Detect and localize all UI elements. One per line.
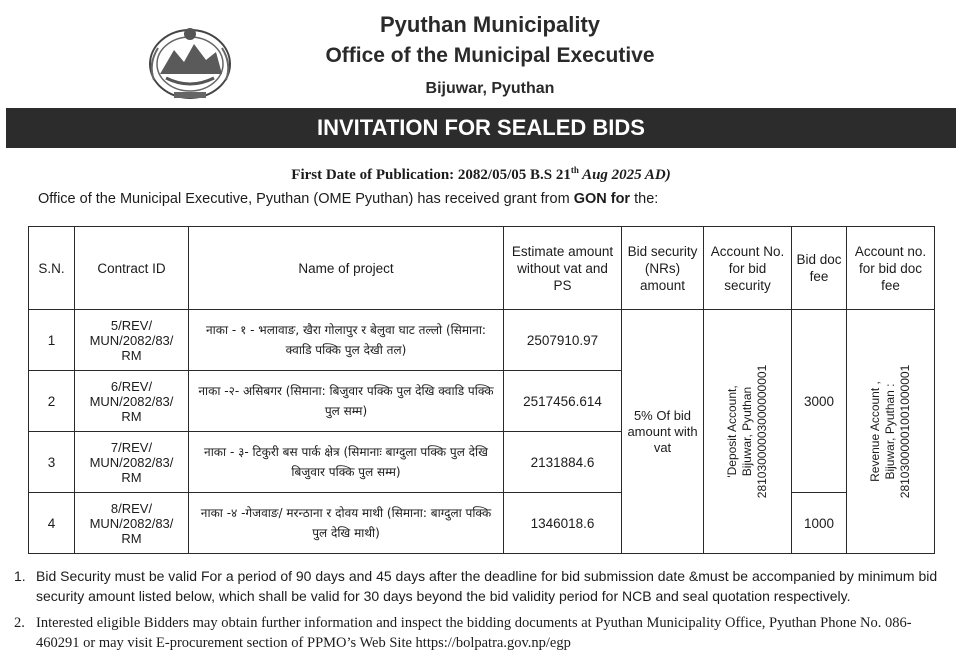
col-project: Name of project <box>189 227 504 310</box>
table-row <box>29 493 935 554</box>
row-sn: 2 <box>29 371 75 432</box>
security-amount: 5% Of bid amount with vat <box>622 310 704 554</box>
row-estimate: 2507910.97 <box>504 310 622 371</box>
municipality-emblem <box>144 20 236 104</box>
note-text: Bid Security must be valid For a period of 90 days and 45 days after the deadline for bid submission date &must be accompanied by minimum bid security amount listed below, which shall be valid for 30 days beyond the bid validity period for NCB and seal quotation respectively. <box>36 568 938 604</box>
row-estimate: 2517456.614 <box>504 371 622 432</box>
row-project: नाका - ३- टिकुरी बस पार्क क्षेत्र (सिमानाः बाग्दुला पक्कि पुल देखि बिजुवार पक्कि पुल सम्म) <box>189 432 504 493</box>
row-sn: 1 <box>29 310 75 371</box>
row-sn: 3 <box>29 432 75 493</box>
note-1 <box>14 566 952 606</box>
notice-banner: INVITATION FOR SEALED BIDS <box>6 108 956 148</box>
note-number: 2. <box>14 615 25 631</box>
col-account-fee: Account no. for bid doc fee <box>847 227 935 310</box>
table-row <box>29 310 935 371</box>
account-fee: Revenue Account , Bijuwar, Pyuthan : 28103000001001000001 <box>847 310 935 554</box>
header-subtitle: Office of the Municipal Executive <box>325 44 655 67</box>
header-title: Pyuthan Municipality <box>379 12 601 37</box>
col-account-security: Account No. for bid security <box>704 227 792 310</box>
col-doc-fee: Bid doc fee <box>792 227 847 310</box>
doc-fee-2: 1000 <box>792 493 847 554</box>
row-project: नाका -४ -गेजवाङ/ मरन्ठाना र दोवय माथी (सिमाना: बाग्दुला पक्कि पुल देखि माथी) <box>189 493 504 554</box>
intro-text: Office of the Municipal Executive, Pyuthan (OME Pyuthan) has received grant from GON for the: <box>38 191 659 207</box>
bids-table <box>28 226 935 554</box>
note-2 <box>14 613 952 653</box>
note-text: Interested eligible Bidders may obtain further information and inspect the bidding documents at Pyuthan Municipality Office, Pyuthan Phone No. 086-460291 or may visit E-procurement section of PPMO’s Web Site https://bolpatra.gov.np/egp <box>36 615 912 651</box>
table-header-row <box>29 227 935 310</box>
row-estimate: 2131884.6 <box>504 432 622 493</box>
row-contract-id: 8/REV/ MUN/2082/83/ RM <box>75 493 189 554</box>
col-contract-id: Contract ID <box>75 227 189 310</box>
row-project: नाका - १ - भलावाङ, खैरा गोलापुर र बेलुवा घाट तल्लो (सिमाना: क्वाडि पक्कि पुल देखी तल) <box>189 310 504 371</box>
row-contract-id: 7/REV/ MUN/2082/83/ RM <box>75 432 189 493</box>
row-contract-id: 5/REV/ MUN/2082/83/ RM <box>75 310 189 371</box>
row-sn: 4 <box>29 493 75 554</box>
row-project: नाका -२- असिबगर (सिमाना: बिजुवार पक्कि पुल देखि क्वाडि पक्कि पुल सम्म) <box>189 371 504 432</box>
col-sn: S.N. <box>29 227 75 310</box>
header-location: Bijuwar, Pyuthan <box>425 80 555 97</box>
account-security: 'Deposit Account, Bijuwar, Pyuthan 28103000003000000001 <box>704 310 792 554</box>
row-estimate: 1346018.6 <box>504 493 622 554</box>
doc-fee-1: 3000 <box>792 310 847 493</box>
publication-date: First Date of Publication: 2082/05/05 B.S 21th Aug 2025 AD) <box>291 165 671 183</box>
note-number: 1. <box>14 568 26 584</box>
row-contract-id: 6/REV/ MUN/2082/83/ RM <box>75 371 189 432</box>
col-security: Bid security (NRs) amount <box>622 227 704 310</box>
col-estimate: Estimate amount without vat and PS <box>504 227 622 310</box>
